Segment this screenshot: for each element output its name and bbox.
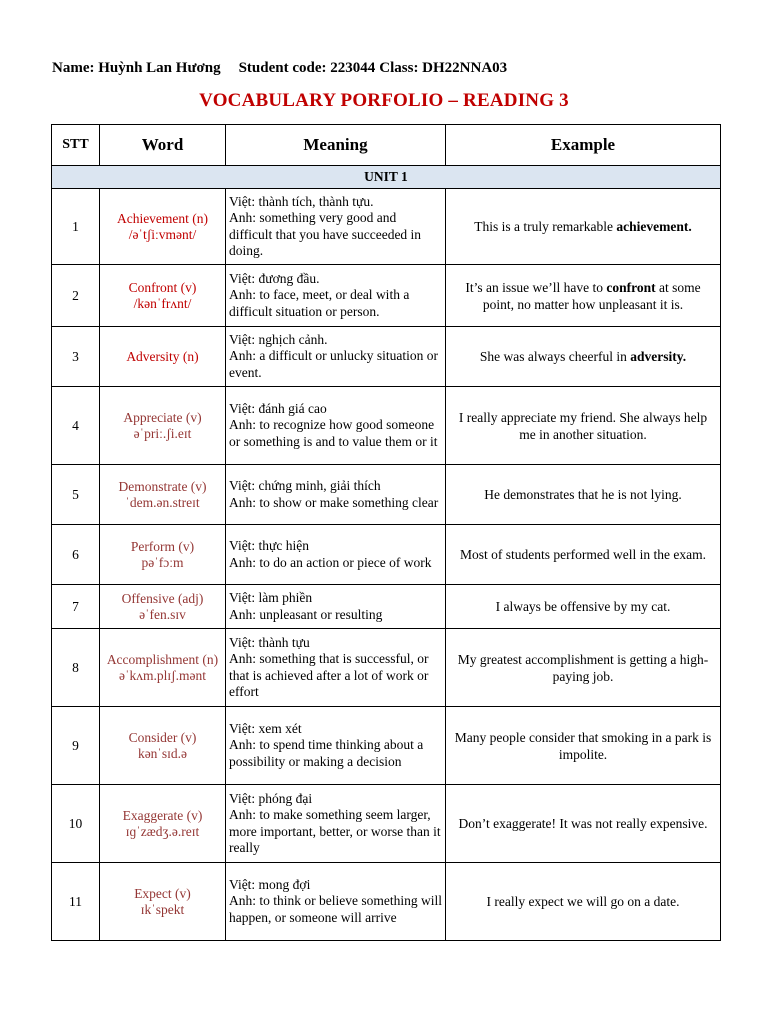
meaning-cell: [226, 629, 446, 707]
vocab-ipa: ɪɡˈzædʒ.ə.reɪt: [125, 823, 200, 839]
table-row: [52, 707, 721, 785]
meaning-english: Anh: a difficult or unlucky situation or event.: [229, 348, 438, 380]
example-text: I really appreciate my friend. She always help me in another situation.: [458, 409, 708, 442]
example-cell: [446, 707, 721, 785]
vocab-ipa: /əˈtʃiːvmənt/: [128, 226, 197, 242]
row-number: 1: [52, 189, 100, 265]
example-cell: [446, 387, 721, 465]
vocab-word-cell: [100, 189, 226, 265]
example-cell: [446, 189, 721, 265]
meaning-vietnamese: Việt: chứng minh, giải thích: [229, 478, 381, 493]
vocab-ipa: əˈfen.sɪv: [139, 606, 186, 622]
example-cell: [446, 585, 721, 629]
meaning-cell: [226, 525, 446, 585]
vocab-word: Perform (v): [130, 538, 195, 554]
student-info: [52, 60, 525, 77]
vocab-word: Appreciate (v): [123, 409, 202, 425]
vocab-word-cell: [100, 785, 226, 863]
table-row: [52, 585, 721, 629]
row-number: 8: [52, 629, 100, 707]
meaning-vietnamese: Việt: nghịch cảnh.: [229, 331, 328, 347]
vocab-ipa: əˈpriː.ʃi.eɪt: [133, 425, 192, 441]
meaning-vietnamese: Việt: phóng đại: [229, 790, 313, 806]
row-number: 10: [52, 785, 100, 863]
example-cell: [446, 785, 721, 863]
vocab-word-cell: [100, 525, 226, 585]
column-header-word: Word: [100, 125, 226, 166]
example-text: Don’t exaggerate! It was not really expensive.: [458, 816, 708, 831]
example-highlight: adversity.: [630, 349, 687, 364]
meaning-cell: [226, 265, 446, 327]
vocab-word: Achievement (n): [116, 210, 209, 226]
example-text: It’s an issue we’ll have to: [465, 279, 607, 295]
vocab-word-cell: [100, 327, 226, 387]
vocab-word-cell: [100, 707, 226, 785]
meaning-cell: [226, 465, 446, 525]
row-number: 11: [52, 863, 100, 941]
table-row: [52, 387, 721, 465]
table-row: [52, 785, 721, 863]
vocab-ipa: /kənˈfrʌnt/: [133, 295, 192, 311]
column-header-stt: STT: [52, 125, 100, 166]
example-highlight: achievement.: [616, 219, 692, 234]
meaning-cell: [226, 863, 446, 941]
vocab-word-cell: [100, 387, 226, 465]
meaning-english: Anh: something that is successful, or that is achieved after a lot of work or effort: [229, 651, 429, 699]
vocab-word-cell: [100, 585, 226, 629]
meaning-english: Anh: to face, meet, or deal with a difficult situation or person.: [229, 287, 410, 319]
vocab-word: Expect (v): [134, 885, 191, 901]
vocab-word: Adversity (n): [126, 348, 199, 364]
meaning-english: Anh: to recognize how good someone or something is and to value them or it: [229, 417, 438, 449]
meaning-vietnamese: Việt: thành tích, thành tựu.: [229, 193, 374, 209]
table-row: [52, 189, 721, 265]
meaning-english: Anh: to show or make something clear: [229, 494, 439, 510]
meaning-vietnamese: Việt: mong đợi: [229, 876, 311, 892]
vocab-word-cell: [100, 629, 226, 707]
vocab-word-cell: [100, 863, 226, 941]
meaning-vietnamese: Việt: thành tựu: [229, 634, 310, 650]
row-number: 2: [52, 265, 100, 327]
example-text-end: at some point, no matter how unpleasant it is.: [482, 279, 701, 312]
vocab-word: Confront (v): [128, 279, 197, 295]
row-number: 9: [52, 707, 100, 785]
meaning-vietnamese: Việt: xem xét: [229, 720, 302, 736]
row-number: 7: [52, 585, 100, 629]
example-text: This is a truly remarkable: [474, 219, 617, 234]
example-text: I really expect we will go on a date.: [486, 894, 680, 909]
row-number: 6: [52, 525, 100, 585]
row-number: 3: [52, 327, 100, 387]
meaning-english: Anh: to do an action or piece of work: [229, 554, 432, 570]
meaning-cell: [226, 585, 446, 629]
meaning-english: Anh: to think or believe something will happen, or someone will arrive: [229, 893, 442, 925]
vocabulary-table: [51, 124, 721, 941]
unit-row: [52, 166, 721, 189]
example-text: My greatest accomplishment is getting a high-paying job.: [457, 651, 709, 684]
meaning-vietnamese: Việt: đánh giá cao: [229, 400, 327, 416]
example-highlight: confront: [606, 279, 656, 295]
vocab-ipa: pəˈfɔːm: [141, 554, 184, 570]
vocab-ipa: ɪkˈspekt: [140, 901, 185, 917]
column-header-example: Example: [446, 125, 721, 166]
meaning-cell: [226, 189, 446, 265]
example-text: Most of students performed well in the exam.: [460, 547, 706, 562]
example-cell: [446, 465, 721, 525]
table-row: [52, 629, 721, 707]
example-cell: [446, 525, 721, 585]
vocab-ipa: ˈdem.ən.streɪt: [125, 494, 200, 510]
table-row: [52, 327, 721, 387]
vocab-word: Accomplishment (n): [106, 651, 219, 667]
vocab-word: Consider (v): [128, 729, 197, 745]
meaning-vietnamese: Việt: làm phiền: [229, 590, 313, 605]
table-row: [52, 863, 721, 941]
table-header-row: [52, 125, 721, 166]
meaning-english: Anh: something very good and difficult that you have succeeded in doing.: [229, 210, 422, 258]
example-cell: [446, 327, 721, 387]
example-text: She was always cheerful in: [479, 349, 631, 364]
vocab-word-cell: [100, 265, 226, 327]
example-text: He demonstrates that he is not lying.: [484, 487, 682, 502]
unit-label: UNIT 1: [52, 166, 721, 189]
student-name: Name: Huỳnh Lan Hương: [52, 60, 221, 76]
student-class: Class: DH22NNA03: [379, 60, 508, 76]
vocab-ipa: əˈkʌm.plɪʃ.mənt: [119, 667, 206, 683]
vocab-ipa: kənˈsɪd.ə: [137, 745, 188, 761]
vocab-word-cell: [100, 465, 226, 525]
meaning-english: Anh: unpleasant or resulting: [229, 606, 383, 622]
row-number: 4: [52, 387, 100, 465]
table-row: [52, 465, 721, 525]
table-row: [52, 265, 721, 327]
vocab-word: Offensive (adj): [121, 590, 204, 606]
example-cell: [446, 629, 721, 707]
meaning-cell: [226, 707, 446, 785]
meaning-cell: [226, 387, 446, 465]
example-text: Many people consider that smoking in a park is impolite.: [454, 729, 712, 762]
example-cell: [446, 265, 721, 327]
table-row: [52, 525, 721, 585]
student-code: Student code: 223044: [238, 60, 376, 76]
meaning-english: Anh: to make something seem larger, more important, better, or worse than it really: [229, 807, 441, 855]
meaning-cell: [226, 327, 446, 387]
vocab-word: Demonstrate (v): [118, 478, 207, 494]
page-title: VOCABULARY PORFOLIO – READING 3: [199, 90, 569, 111]
example-text: I always be offensive by my cat.: [495, 599, 671, 614]
vocab-word: Exaggerate (v): [122, 807, 203, 823]
meaning-vietnamese: Việt: thực hiện: [229, 538, 309, 553]
meaning-vietnamese: Việt: đương đầu.: [229, 270, 320, 286]
meaning-cell: [226, 785, 446, 863]
meaning-english: Anh: to spend time thinking about a possibility or making a decision: [229, 737, 424, 769]
example-cell: [446, 863, 721, 941]
column-header-meaning: Meaning: [226, 125, 446, 166]
row-number: 5: [52, 465, 100, 525]
